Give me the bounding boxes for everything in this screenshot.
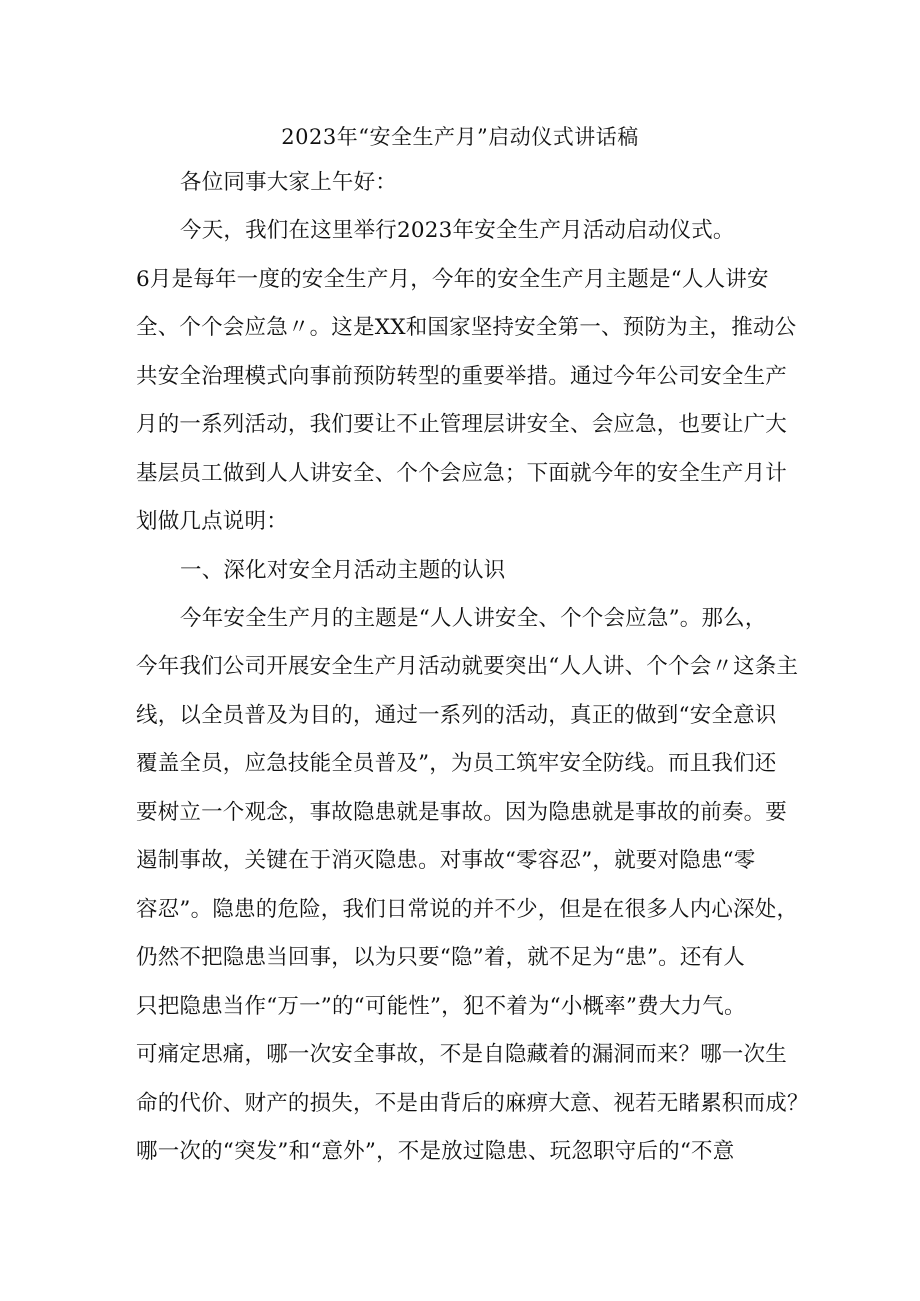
- greeting-line: 各位同事大家上午好：: [180, 170, 398, 195]
- paragraph-line: 容忍”。隐患的危险，我们日常说的并不少，但是在很多人内心深处，: [136, 897, 799, 922]
- paragraph-line: 线，以全员普及为目的，通过一系列的活动，真正的做到“安全意识: [136, 703, 777, 728]
- paragraph-line: 命的代价、财产的损失，不是由背后的麻痹大意、视若无睹累积而成？: [136, 1091, 809, 1116]
- paragraph-line: 可痛定思痛，哪一次安全事故，不是自隐藏着的漏洞而来？哪一次生: [136, 1042, 788, 1067]
- paragraph-line: 仍然不把隐患当回事，以为只要“隐”着，就不足为“患”。还有人: [136, 945, 745, 970]
- paragraph-line: 6月是每年一度的安全生产月，今年的安全生产月主题是“人人讲安: [136, 267, 769, 292]
- paragraph-line: 今年我们公司开展安全生产月活动就要突出“人人讲、个个会〃这条主: [136, 654, 799, 679]
- paragraph-line: 遏制事故，关键在于消灭隐患。对事故“零容忍”，就要对隐患“零: [136, 848, 756, 873]
- paragraph-line: 月的一系列活动，我们要让不止管理层讲安全、会应急，也要让广大: [136, 412, 788, 437]
- document-title: 2023年“安全生产月”启动仪式讲话稿: [281, 125, 639, 149]
- section-heading: 一、深化对安全月活动主题的认识: [180, 558, 506, 583]
- paragraph-line: 只把隐患当作“万一”的“可能性”，犯不着为“小概率”费大力气。: [136, 994, 746, 1019]
- paragraph-line: 全、个个会应急〃。这是XX和国家坚持安全第一、预防为主，推动公: [136, 315, 797, 340]
- paragraph-line: 共安全治理模式向事前预防转型的重要举措。通过今年公司安全生产: [136, 364, 788, 389]
- paragraph-line: 今年安全生产月的主题是“人人讲安全、个个会应急”。那么，: [180, 606, 767, 631]
- paragraph-line: 基层员工做到人人讲安全、个个会应急；下面就今年的安全生产月计: [136, 461, 788, 486]
- paragraph-line: 覆盖全员，应急技能全员普及”，为员工筑牢安全防线。而且我们还: [136, 751, 777, 776]
- paragraph-line: 划做几点说明：: [136, 509, 288, 534]
- paragraph-line: 哪一次的“突发”和“意外”，不是放过隐患、玩忽职守后的“不意: [136, 1139, 735, 1164]
- paragraph-line: 要树立一个观念，事故隐患就是事故。因为隐患就是事故的前奏。要: [136, 800, 788, 825]
- paragraph-line: 今天，我们在这里举行2023年安全生产月活动启动仪式。: [180, 218, 735, 243]
